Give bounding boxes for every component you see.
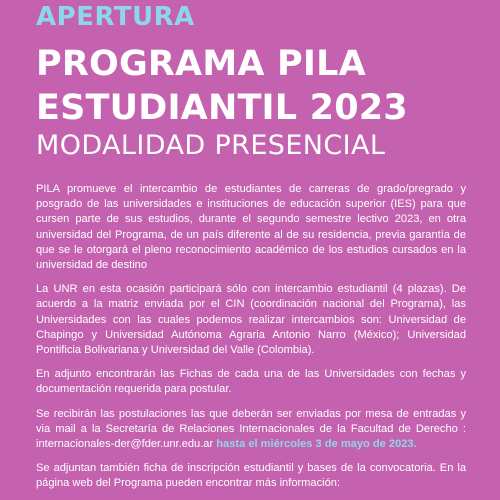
modality-subtitle: MODALIDAD PRESENCIAL <box>36 130 386 161</box>
paragraph-attachments: En adjunto encontrarán las Fichas de cada una de las Universidades con fechas y documentación requerida para postular. <box>36 368 466 396</box>
kicker-heading: APERTURA <box>36 2 195 32</box>
announcement-body <box>36 182 466 500</box>
contact-email-link[interactable]: internacionales-der@fder.unr.edu.ar <box>36 438 214 451</box>
paragraph-program-description: PILA promueve el intercambio de estudiantes de carreras de grado/pregrado y posgrado de las universidades e instituciones de educación superior (IES) para que cursen parte de sus estudios, durante el segundo semestre lectivo 2023, en otra universidad del Programa, de un país diferente al de su residencia, previa garantía de que se le otorgará el pleno reconocimiento académico de los estudios cursados en la universidad de destino <box>36 183 466 272</box>
program-title-line-1: PROGRAMA PILA <box>36 44 366 84</box>
submission-instructions: Se recibirán las postulaciones las que deberán ser enviadas por mesa de entradas y via mail a la Secretaría de Relaciones Internacionales de la Facultad de Derecho : <box>36 407 466 435</box>
program-title <box>36 42 408 130</box>
deadline-highlight: hasta el miércoles 3 de mayo de 2023. <box>213 438 417 451</box>
paragraph-application-submission <box>36 407 466 453</box>
paragraph-additional-info: Se adjuntan también ficha de inscripción estudiantil y bases de la convocatoria. En la página web del Programa pueden encontrar más información: <box>36 462 466 490</box>
paragraph-participation-details: La UNR en esta ocasión participará sólo con intercambio estudiantil (4 plazas). De acuerdo a la matriz enviada por el CIN (coordinación nacional del Programa), las Universidades con las cuales podemos realizar intercambios son: Universidad de Chapingo y Universidad Autónoma Agraria Antonio Narro (México); Universidad Pontificia Bolivariana y Universidad del Valle (Colombia). <box>36 283 466 357</box>
program-title-line-2: ESTUDIANTIL 2023 <box>36 88 408 128</box>
